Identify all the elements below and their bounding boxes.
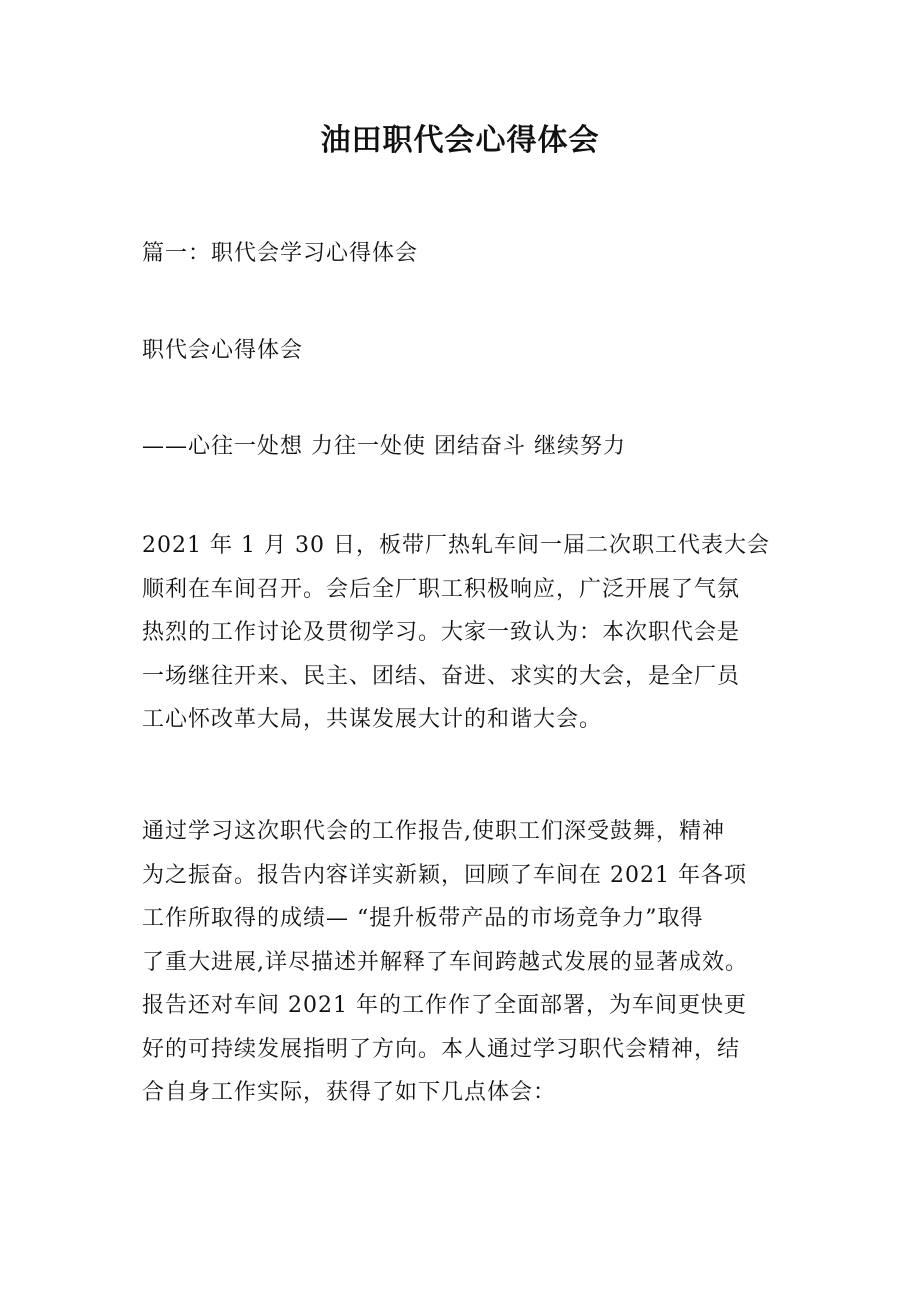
paragraph-2-line: 工作所取得的成绩— “提升板带产品的市场竞争力”取得	[142, 906, 704, 931]
paragraph-1-line: 顺利在车间召开。会后全厂职工积极响应，广泛开展了气氛	[142, 576, 741, 602]
paragraph-1-line: 工心怀改革大局，共谋发展大计的和谐大会。	[142, 707, 603, 732]
paragraph-2-line: 通过学习这次职代会的工作报告,使职工们深受鼓舞，精神	[142, 819, 725, 844]
paragraph-1	[142, 524, 792, 742]
paragraph-1-line: 一场继往开来、民主、团结、奋进、求实的大会，是全厂员	[142, 663, 741, 689]
paragraph-2-line: 报告还对车间 2021 年的工作作了全面部署，为车间更快更	[142, 993, 747, 1018]
paragraph-2-line: 好的可持续发展指明了方向。本人通过学习职代会精神，结	[142, 1036, 741, 1062]
paragraph-1-line: 热烈的工作讨论及贯彻学习。大家一致认为：本次职代会是	[142, 620, 741, 645]
paragraph-2-line: 为之振奋。报告内容详实新颖，回顾了车间在 2021 年各项	[142, 862, 747, 888]
motto-line: ——心往一处想 力往一处使 团结奋斗 继续努力	[142, 434, 626, 459]
section-heading: 篇一：职代会学习心得体会	[142, 241, 419, 266]
paragraph-2	[142, 810, 792, 1115]
subheading: 职代会心得体会	[142, 338, 304, 363]
paragraph-1-line: 2021 年 1 月 30 日，板带厂热轧车间一届二次职工代表大会	[142, 533, 770, 558]
paragraph-2-line: 合自身工作实际，获得了如下几点体会：	[142, 1080, 557, 1105]
document-title: 油田职代会心得体会	[320, 123, 600, 158]
paragraph-2-line: 了重大进展,详尽描述并解释了车间跨越式发展的显著成效。	[142, 949, 748, 975]
